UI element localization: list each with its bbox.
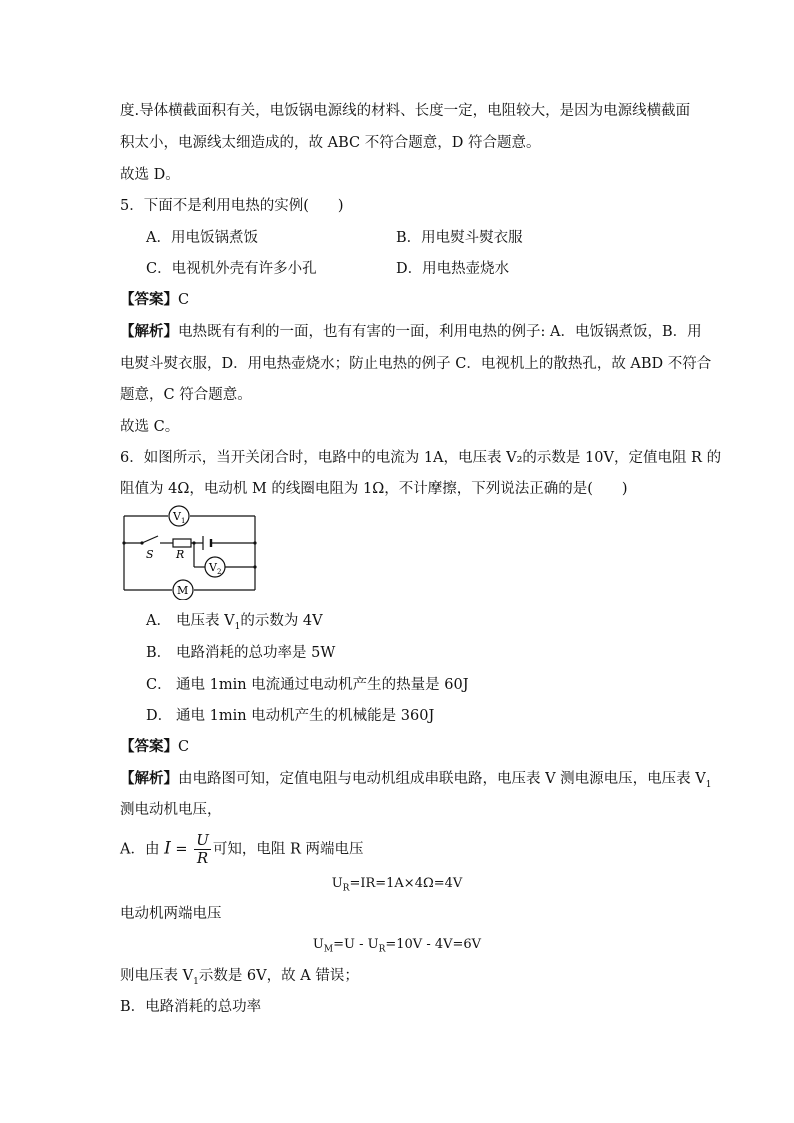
option-text: 电视机外壳有许多小孔 — [171, 261, 317, 277]
analysis-text: 电热既有有利的一面，也有有害的一面，利用电热的例子: A．电饭锅煮饭，B．用 — [178, 324, 702, 340]
analysis-text: 由电路图可知，定值电阻与电动机组成串联电路，电压表 V 测电源电压，电压表 V — [178, 771, 706, 787]
analysis-label: 【解析】 — [120, 323, 178, 340]
switch-label: S — [146, 548, 154, 561]
subscript: 1 — [705, 779, 712, 790]
answer-value: C — [178, 292, 190, 308]
subscript: 1 — [234, 621, 241, 632]
equation-um — [0, 935, 794, 960]
conclusion-text: 故选 C。 — [120, 419, 180, 435]
voltmeter-v1-label: V — [173, 510, 181, 523]
option-letter: A． — [146, 613, 171, 629]
voltmeter-v2-subscript: 2 — [217, 568, 222, 576]
equation-text: =U - U — [333, 937, 379, 952]
option-text: 用电熨斗熨衣服 — [421, 230, 523, 246]
voltmeter-v1-subscript: 1 — [181, 517, 186, 525]
option-b — [146, 643, 335, 663]
junction-dot — [192, 541, 195, 544]
question-6-stem: 6．如图所示，当开关闭合时，电路中的电流为 1A，电压表 V₂的示数是 10V，定值电阻 R 的 — [120, 450, 722, 466]
equation-symbol: U — [331, 876, 343, 891]
subscript: R — [378, 944, 386, 955]
voltmeter-v2-label: V — [209, 561, 217, 574]
option-letter: C． — [146, 677, 172, 693]
subscript: 1 — [193, 976, 199, 987]
answer-value: C — [178, 739, 190, 755]
analysis-row — [120, 769, 712, 795]
text-line: 度.导体横截面积有关，电饭锅电源线的材料、长度一定，电阻较大，是因为电源线横截面 — [120, 103, 691, 119]
subscript: M — [323, 944, 334, 955]
junction-dot — [253, 541, 256, 544]
option-text: 通电 1min 电动机产生的机械能是 360J — [176, 708, 435, 724]
option-text: 电压表 V — [176, 613, 235, 629]
option-letter: A． — [146, 230, 171, 246]
equation-symbol: U — [312, 937, 324, 952]
equation-text: =IR=1A×4Ω=4V — [349, 876, 463, 891]
analysis-text: 电熨斗熨衣服，D．用电热壶烧水；防止电热的例子 C．电视机上的散热孔，故 ABD 不符合 — [120, 356, 712, 372]
conclusion-text: 故选 D。 — [120, 167, 180, 183]
answer-label: 【答案】 — [120, 738, 178, 755]
analysis-row — [120, 322, 702, 342]
option-text: 用电热壶烧水 — [422, 261, 510, 277]
option-letter: D． — [396, 261, 423, 277]
option-a — [146, 611, 323, 637]
text-line: B．电路消耗的总功率 — [120, 999, 262, 1015]
text-line: 电动机两端电压 — [120, 906, 222, 922]
option-text: 的示数为 4V — [240, 613, 323, 629]
junction-dot — [140, 541, 143, 544]
option-d — [396, 259, 509, 279]
option-a — [146, 228, 258, 248]
option-letter: D． — [146, 708, 173, 724]
formula-variable-i: I — [164, 838, 171, 859]
option-letter: B． — [146, 645, 172, 661]
text-segment: 示数是 6V，故 A 错误； — [198, 968, 359, 984]
answer-label: 【答案】 — [120, 291, 178, 308]
resistor-symbol — [173, 539, 191, 547]
fraction-denominator: R — [196, 849, 209, 867]
junction-dot — [253, 565, 256, 568]
motor-label: M — [177, 584, 189, 597]
formula-prefix: A．由 — [120, 841, 165, 858]
option-text: 通电 1min 电流通过电动机产生的热量是 60J — [176, 677, 469, 693]
equation-ur — [0, 874, 794, 899]
text-segment: 则电压表 V — [120, 968, 194, 984]
fraction — [194, 832, 211, 867]
option-c — [146, 259, 317, 279]
circuit-diagram — [118, 505, 268, 600]
formula-equals: = — [170, 841, 193, 858]
option-c — [146, 675, 469, 695]
formula-line — [120, 832, 363, 867]
conclusion-text — [120, 966, 359, 992]
junction-dot — [122, 541, 125, 544]
subscript: R — [342, 883, 350, 894]
option-d — [146, 706, 434, 726]
option-letter: C． — [146, 261, 172, 277]
option-text: 用电饭锅煮饭 — [170, 230, 258, 246]
formula-suffix: 可知，电阻 R 两端电压 — [212, 841, 364, 858]
analysis-text: 测电动机电压， — [120, 802, 222, 818]
resistor-label: R — [176, 548, 185, 561]
answer-row — [120, 290, 189, 310]
text-line: 积太小，电源线太细造成的，故 ABC 不符合题意，D 符合题意。 — [120, 135, 541, 151]
analysis-label: 【解析】 — [120, 770, 178, 787]
question-6-stem: 阻值为 4Ω，电动机 M 的线圈电阻为 1Ω，不计摩擦，下列说法正确的是( ) — [120, 481, 628, 497]
option-letter: B． — [396, 230, 422, 246]
answer-row — [120, 737, 189, 757]
question-5-stem: 5．下面不是利用电热的实例( ) — [120, 198, 344, 214]
option-b — [396, 228, 523, 248]
equation-text: =10V - 4V=6V — [385, 937, 482, 952]
analysis-text: 题意，C 符合题意。 — [120, 387, 252, 403]
option-text: 电路消耗的总功率是 5W — [176, 645, 336, 661]
fraction-numerator: U — [196, 831, 209, 849]
